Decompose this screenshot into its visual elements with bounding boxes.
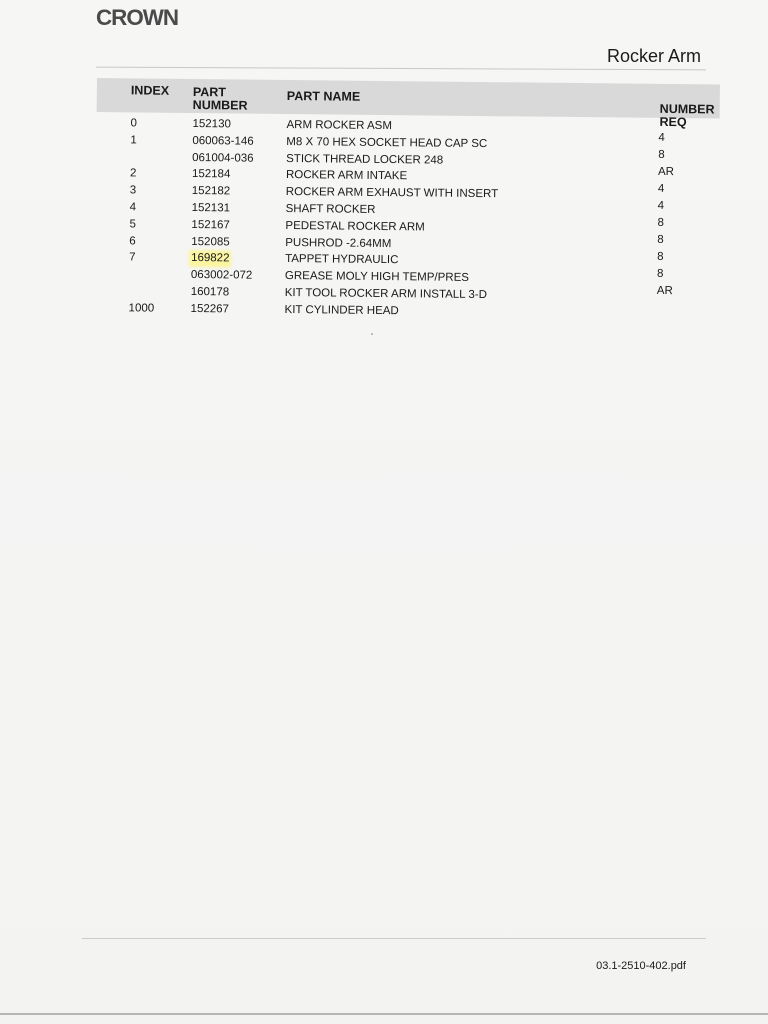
row-part-number: 152085 [191, 235, 230, 248]
row-number-req: AR [657, 165, 675, 179]
crown-logo [96, 6, 178, 28]
row-number-req: 8 [656, 267, 664, 280]
row-number-req: 8 [657, 250, 664, 263]
row-part-name: TAPPET HYDRAULIC [285, 253, 399, 267]
row-part-number: 160178 [190, 285, 230, 299]
row-part-number: 063002-072 [190, 269, 253, 282]
row-index: 5 [129, 218, 136, 231]
header-part-number [193, 86, 248, 113]
row-index: 4 [129, 201, 137, 214]
row-index: 2 [129, 167, 137, 180]
header-number-req [659, 103, 714, 130]
row-index: 1 [130, 134, 137, 147]
footer-file-name: 03.1-2510-402.pdf [596, 960, 686, 972]
row-number-req: 8 [657, 216, 664, 229]
row-index: 0 [130, 117, 137, 130]
row-index: 1000 [128, 302, 155, 315]
header-number-req-line1: NUMBER [659, 101, 715, 117]
row-part-name: M8 X 70 HEX SOCKET HEAD CAP SC [286, 135, 488, 150]
crown-logo-text: CROWN [96, 6, 178, 28]
parts-table [94, 78, 719, 325]
row-part-number: 169822 [191, 252, 230, 265]
row-part-number: 152131 [191, 201, 231, 215]
header-number-req-line2: REQ [659, 114, 687, 130]
row-number-req: 8 [658, 148, 665, 161]
row-part-number: 061004-036 [192, 151, 254, 165]
row-index: 6 [129, 234, 136, 248]
footer-divider [82, 938, 706, 939]
scan-edge-line [0, 1013, 768, 1015]
row-number-req: 4 [657, 199, 665, 212]
row-part-name: KIT TOOL ROCKER ARM INSTALL 3-D [284, 286, 487, 302]
header-part-name: PART NAME [286, 88, 361, 104]
header-divider [96, 67, 706, 71]
row-number-req: 8 [657, 233, 664, 246]
row-number-req: 4 [658, 131, 665, 144]
row-part-name: PUSHROD -2.64MM [285, 236, 392, 250]
row-part-name: SHAFT ROCKER [285, 202, 376, 216]
row-part-number: 152167 [191, 218, 230, 232]
row-part-name: ROCKER ARM INTAKE [285, 169, 408, 183]
row-number-req: 4 [657, 182, 665, 195]
row-part-number: 152267 [190, 302, 230, 316]
row-part-name: PEDESTAL ROCKER ARM [285, 219, 425, 234]
row-part-number: 152184 [191, 168, 231, 181]
row-part-name: ARM ROCKER ASM [286, 118, 393, 133]
row-part-name: GREASE MOLY HIGH TEMP/PRES [284, 270, 470, 285]
header-index: INDEX [130, 83, 170, 98]
row-index: 7 [129, 251, 136, 264]
row-part-name: KIT CYLINDER HEAD [284, 303, 399, 317]
row-number-req: AR [656, 284, 673, 298]
header-part-number-line2: NUMBER [192, 98, 248, 113]
row-index: 3 [129, 184, 137, 197]
header-part-number-line1: PART [192, 85, 227, 100]
scan-speck [371, 333, 373, 335]
row-part-name: ROCKER ARM EXHAUST WITH INSERT [285, 186, 499, 201]
row-part-number: 152130 [192, 118, 231, 131]
document-title: Rocker Arm [606, 46, 701, 66]
row-part-number: 060063-146 [192, 134, 254, 148]
row-part-name: STICK THREAD LOCKER 248 [286, 152, 444, 167]
row-part-number: 152182 [191, 185, 231, 198]
